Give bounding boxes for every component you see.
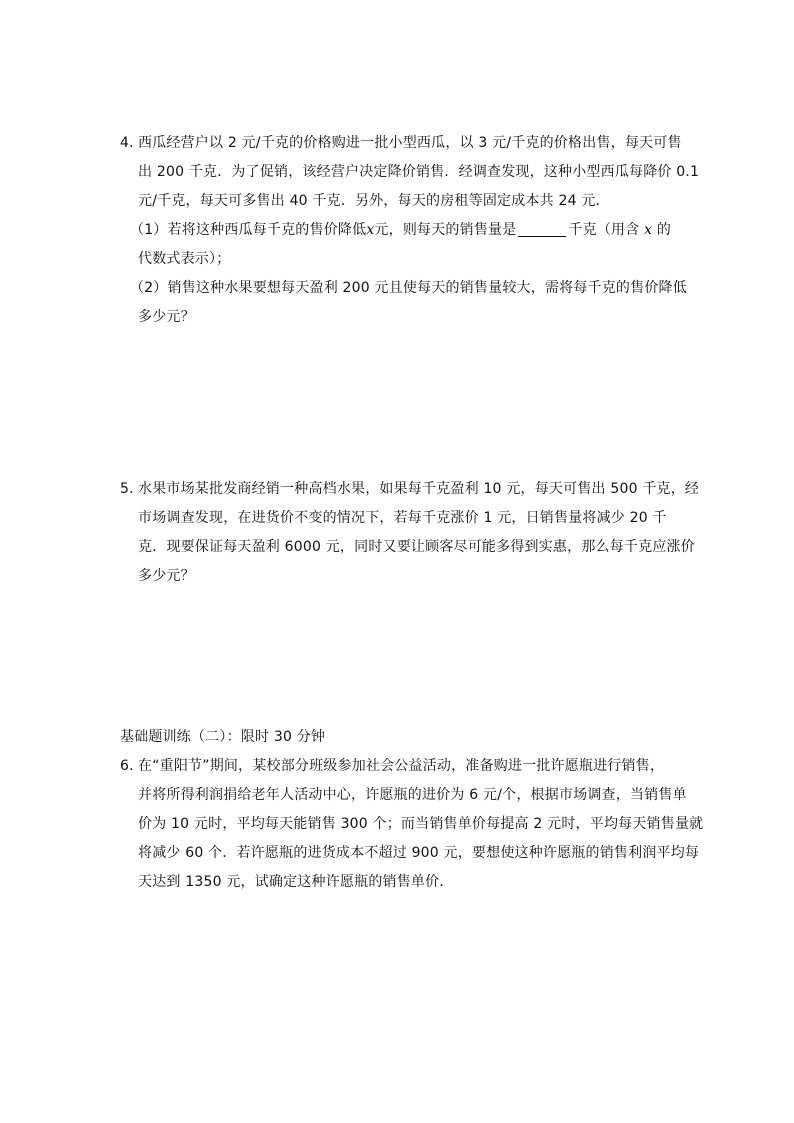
q6-number: 6．: [120, 758, 144, 774]
q4-part1-line-2: 代数式表示）；: [138, 251, 231, 267]
q5-number: 5．: [120, 481, 144, 497]
q6-line-2: 并将所得利润捐给老年人活动中心，许愿瓶的进价为 6 元/个，根据市场调查，当销售单: [138, 787, 687, 803]
q4-part1-text-d: 的: [656, 222, 672, 238]
q4-part1-text-a: （1）若将这种西瓜每千克的售价降低: [130, 222, 367, 238]
q4-part2-line-1: （2）销售这种水果要想每天盈利 200 元且使每天的销售量较大，需将每千克的售价降低: [130, 280, 687, 296]
q4-part1-variable: x: [366, 222, 375, 238]
q4-text-1: 西瓜经营户以 2 元/千克的价格购进一批小型西瓜，以 3 元/千克的价格出售，每天可售: [138, 135, 682, 151]
q6-line-5: 天达到 1350 元，试确定这种许愿瓶的销售单价．: [138, 874, 454, 890]
q4-line-3: 元/千克，每天可多售出 40 千克．另外，每天的房租等固定成本共 24 元．: [138, 193, 610, 209]
q5-text-1: 水果市场某批发商经销一种高档水果，如果每千克盈利 10 元，每天可售出 500 千克，经: [138, 481, 700, 497]
q4-part2-line-2: 多少元？: [138, 309, 195, 325]
q4-line-1: [120, 134, 682, 152]
q4-part1-line-1: [130, 221, 671, 239]
answer-blank: [518, 222, 566, 237]
q5-line-1: [120, 480, 699, 498]
q4-part1-variable-2: x: [644, 222, 653, 238]
q5-line-4: 多少元？: [138, 568, 195, 584]
q4-part1-text-b: 元，则每天的销售量是: [374, 222, 517, 238]
q6-line-3: 价为 10 元时，平均每天能销售 300 个；而当销售单价每提高 2 元时，平均每天销售量就: [138, 816, 704, 832]
section-heading: 基础题训练（二）：限时 30 分钟: [120, 729, 326, 745]
q6-line-4: 将减少 60 个．若许愿瓶的进货成本不超过 900 元，要想使这种许愿瓶的销售利润平均每: [138, 845, 700, 861]
q4-line-2: 出 200 千克．为了促销，该经营户决定降价销售．经调查发现，这种小型西瓜每降价 0.1: [138, 164, 700, 180]
q5-line-3: 克．现要保证每天盈利 6000 元，同时又要让顾客尽可能多得到实惠，那么每千克应涨价: [138, 539, 695, 555]
q4-number: 4．: [120, 135, 144, 151]
q5-line-2: 市场调查发现，在进货价不变的情况下，若每千克涨价 1 元，日销售量将减少 20 千: [138, 510, 667, 526]
q6-text-1: 在“重阳节”期间，某校部分班级参加社会公益活动，准备购进一批许愿瓶进行销售，: [138, 758, 665, 774]
q6-line-1: [120, 757, 664, 775]
q4-part1-text-c: 千克（用含: [568, 222, 640, 238]
